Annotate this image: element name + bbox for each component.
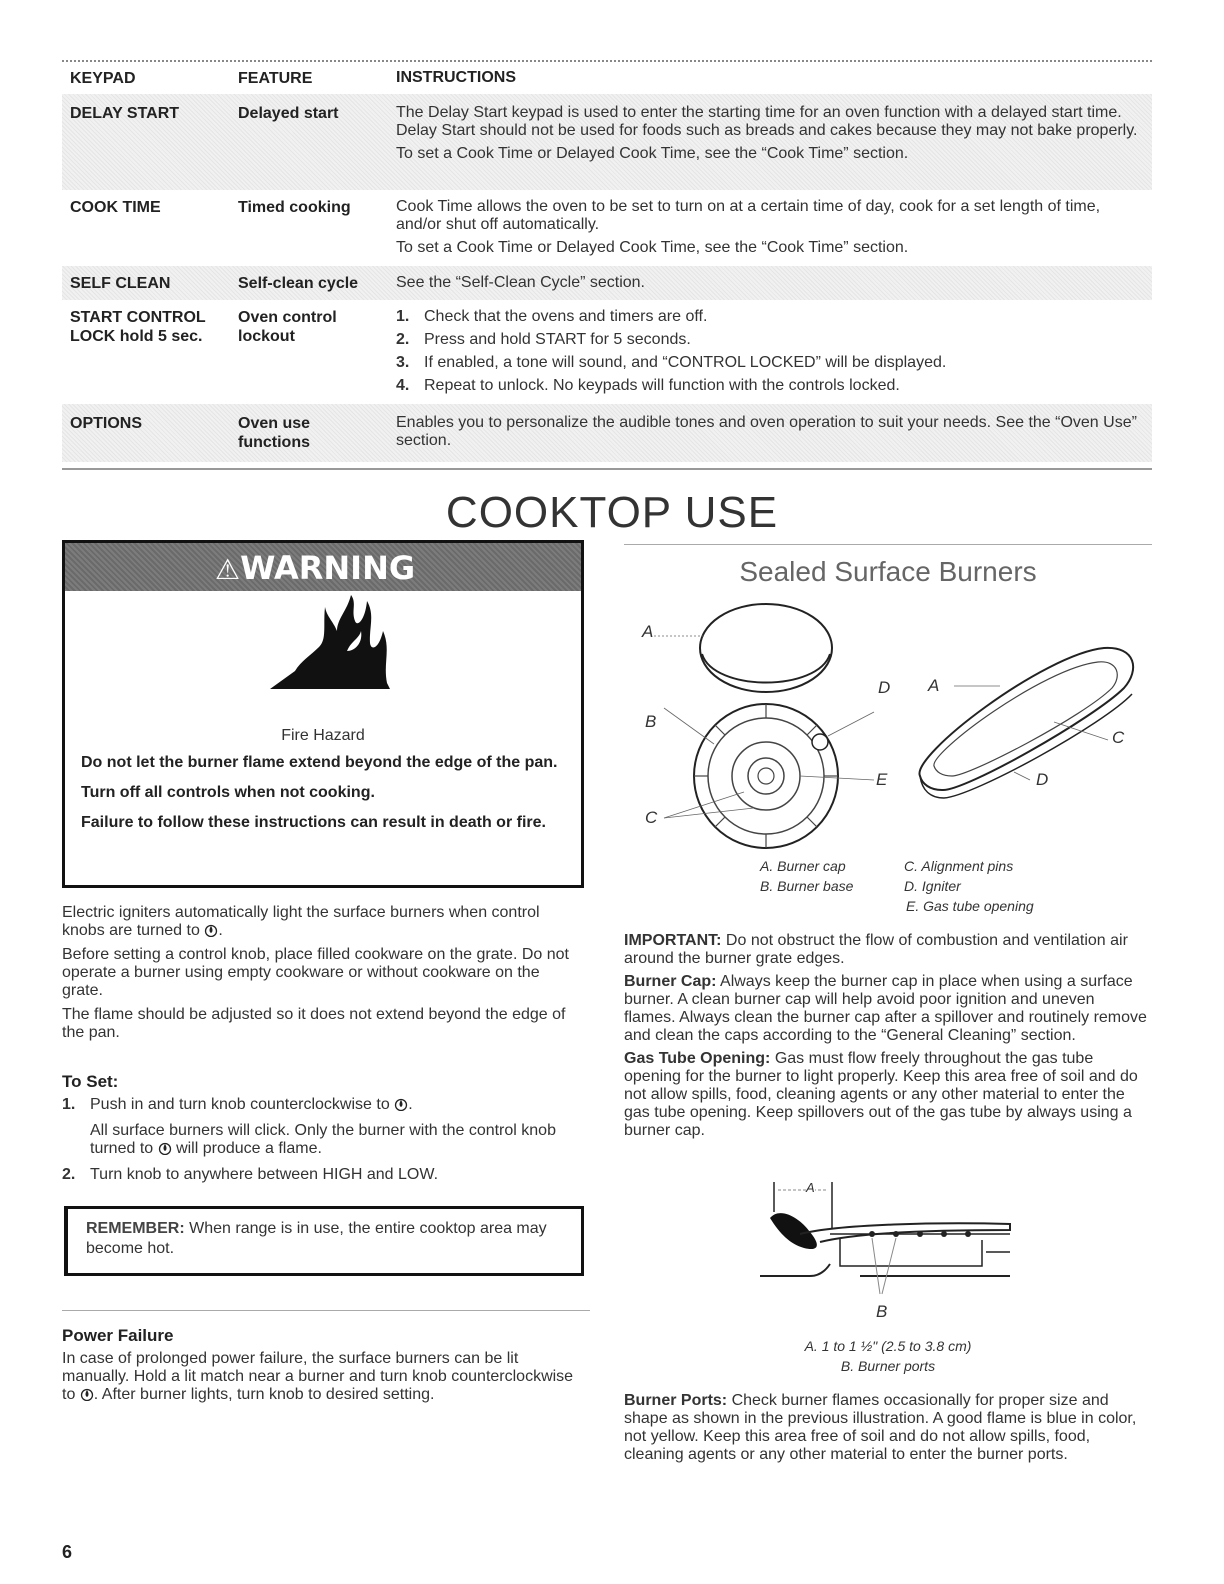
paragraph: Burner Cap: Always keep the burner cap in place when using a surface burner. A clean burner cap will help avoid poor ignition and uneven flames. Always clean the burner cap after a spillover and routinely remove and clean the caps according to the “General Cleaning” section. <box>624 973 1147 1044</box>
feature-cell: Self-clean cycle <box>238 275 359 292</box>
right-text-top <box>624 932 1150 1145</box>
keypad-line: LOCK hold 5 sec. <box>70 328 203 345</box>
header-instructions: INSTRUCTIONS <box>396 69 516 86</box>
flame-symbol-icon <box>394 1097 408 1111</box>
burner-ports-text: Burner Ports: Check burner flames occasionally for proper size and shape as shown in the previous illustration. A good flame is blue in color, not yellow. Keep this area free of soil and do not allow spills, food, cleaning agents or any other material to enter the burner ports. <box>624 1392 1137 1463</box>
diagram-label-c: C <box>1112 728 1125 747</box>
instruction-text: See the “Self-Clean Cycle” section. <box>396 274 645 291</box>
table-row-control-lock <box>62 300 1152 404</box>
instruction-text: To set a Cook Time or Delayed Cook Time, see the “Cook Time” section. <box>396 239 909 256</box>
paragraph: Gas Tube Opening: Gas must flow freely throughout the gas tube opening for the burner to light properly. Keep this area free of soil and do not allow spills, food, cleaning agents or any other material to enter the gas tube opening. Keep spillovers out of the gas tube by always using a burner cap. <box>624 1050 1138 1139</box>
subsection-title: Sealed Surface Burners <box>739 556 1037 587</box>
caption-b: B. Burner base <box>760 878 854 894</box>
header-keypad: KEYPAD <box>70 70 136 87</box>
caption-a: A. Burner cap <box>760 858 846 874</box>
table-header-row <box>62 66 1152 92</box>
fire-icon <box>65 591 581 717</box>
feature-cell: Timed cooking <box>238 199 351 216</box>
warning-text-area <box>65 719 581 885</box>
caption-c: C. Alignment pins <box>904 858 1014 874</box>
feature-cell: Delayed start <box>238 105 339 122</box>
table-row-cook-time <box>62 190 1152 266</box>
feature-line: lockout <box>238 328 295 345</box>
divider <box>62 1310 590 1311</box>
flame-symbol-icon <box>204 923 218 937</box>
list-item: 2. Turn knob to anywhere between HIGH and LOW. <box>62 1166 439 1183</box>
warning-banner <box>65 543 581 591</box>
table-row-delay-start <box>62 94 1152 190</box>
step-note: All surface burners will click. Only the burner with the control knob turned to will produce a flame. <box>90 1122 556 1157</box>
list-item: 3. If enabled, a tone will sound, and “CONTROL LOCKED” will be displayed. <box>396 354 947 371</box>
warning-heading <box>215 549 505 587</box>
diagram-label-c: C <box>645 808 658 827</box>
divider <box>624 544 1152 545</box>
caption-dimension: A. 1 to 1 ½" (2.5 to 3.8 cm) <box>804 1338 972 1354</box>
instruction-text: The Delay Start keypad is used to enter the starting time for an oven function with a delayed start time. Delay Start should not be used for foods such as breads and cakes because they may not bake properly. <box>396 104 1138 139</box>
caption-e: E. Gas tube opening <box>906 898 1034 914</box>
feature-cell <box>238 414 310 452</box>
instructions-cell <box>396 414 1148 455</box>
diagram-label-d: D <box>878 678 891 697</box>
caption-d: D. Igniter <box>904 878 961 894</box>
feature-cell <box>238 308 337 346</box>
diagram-label-a: A <box>928 676 940 695</box>
remember-box: REMEMBER: When range is in use, the entire cooktop area may become hot. <box>64 1206 584 1276</box>
feature-line: Oven use <box>238 415 311 432</box>
list-item: 4. Repeat to unlock. No keypads will function with the controls locked. <box>396 377 900 394</box>
flame-symbol-icon <box>80 1387 94 1401</box>
left-intro <box>62 904 582 1048</box>
instruction-text: Enables you to personalize the audible tones and oven operation to suit your needs. See the “Oven Use” section. <box>396 414 1137 449</box>
alert-triangle-icon: ⚠ <box>215 553 241 586</box>
dimension-label-a: A <box>806 1180 815 1195</box>
instruction-text: Cook Time allows the oven to be set to turn on at a certain time of day, cook for a set length of time, and/or shut off automatically. <box>396 198 1101 233</box>
page-title: COOKTOP USE <box>445 488 779 537</box>
warning-box <box>62 540 584 888</box>
keypad-cell: OPTIONS <box>70 415 143 432</box>
list-item: 1. Push in and turn knob counterclockwise to . <box>62 1096 413 1113</box>
burner-diagram <box>624 596 1152 856</box>
to-set-heading: To Set: <box>62 1072 119 1091</box>
feature-line: functions <box>238 434 310 451</box>
warning-line: Turn off all controls when not cooking. <box>81 784 375 801</box>
instructions-cell <box>396 198 1148 262</box>
keypad-line: START CONTROL <box>70 309 206 326</box>
warning-instructions <box>81 753 571 833</box>
diagram-label-d: D <box>1036 770 1049 789</box>
paragraph: Electric igniters automatically light the surface burners when control knobs are turned to . <box>62 904 540 939</box>
page-number: 6 <box>62 1542 73 1562</box>
list-item: 2. Press and hold START for 5 seconds. <box>396 331 691 348</box>
list-item: 1. Check that the ovens and timers are off. <box>396 308 708 325</box>
fire-pictogram-area <box>65 591 581 721</box>
keypad-cell: COOK TIME <box>70 199 161 216</box>
table-bottom-rule <box>62 468 1152 470</box>
diagram-label-a: A <box>642 622 654 641</box>
warning-line: Failure to follow these instructions can result in death or fire. <box>81 814 546 831</box>
hazard-title: Fire Hazard <box>281 727 365 744</box>
keypad-cell: SELF CLEAN <box>70 275 171 292</box>
warning-label: WARNING <box>240 549 416 587</box>
warning-line: Do not let the burner flame extend beyond the edge of the pan. <box>81 754 558 771</box>
feature-line: Oven control <box>238 309 337 326</box>
diagram-label-b: B <box>876 1302 888 1321</box>
paragraph: Before setting a control knob, place filled cookware on the grate. Do not operate a burner using empty cookware or without cookware on the grate. <box>62 946 569 999</box>
header-feature: FEATURE <box>238 70 313 87</box>
keypad-cell: DELAY START <box>70 105 180 122</box>
burner-cross-section-diagram <box>760 1178 1020 1328</box>
power-failure-text: In case of prolonged power failure, the surface burners can be lit manually. Hold a lit match near a burner and turn knob counterclockwise to . After burner lights, turn knob to desired setting. <box>62 1350 574 1403</box>
to-set-steps <box>62 1096 582 1189</box>
flame-symbol-icon <box>158 1141 172 1155</box>
instruction-text: To set a Cook Time or Delayed Cook Time, see the “Cook Time” section. <box>396 145 909 162</box>
power-failure-heading: Power Failure <box>62 1326 174 1345</box>
paragraph: IMPORTANT: Do not obstruct the flow of combustion and ventilation air around the burner grate edges. <box>624 932 1128 967</box>
diagram-label-e: E <box>876 770 888 789</box>
diagram-label-b: B <box>645 712 657 731</box>
instructions-cell <box>396 308 1148 400</box>
instructions-cell <box>396 104 1148 168</box>
caption-ports: B. Burner ports <box>840 1358 936 1374</box>
table-row-options <box>62 404 1152 462</box>
paragraph: The flame should be adjusted so it does not extend beyond the edge of the pan. <box>62 1006 566 1041</box>
table-row-self-clean <box>62 266 1152 300</box>
keypad-cell <box>70 308 206 346</box>
table-top-rule <box>62 60 1152 62</box>
instructions-cell <box>396 274 1148 297</box>
